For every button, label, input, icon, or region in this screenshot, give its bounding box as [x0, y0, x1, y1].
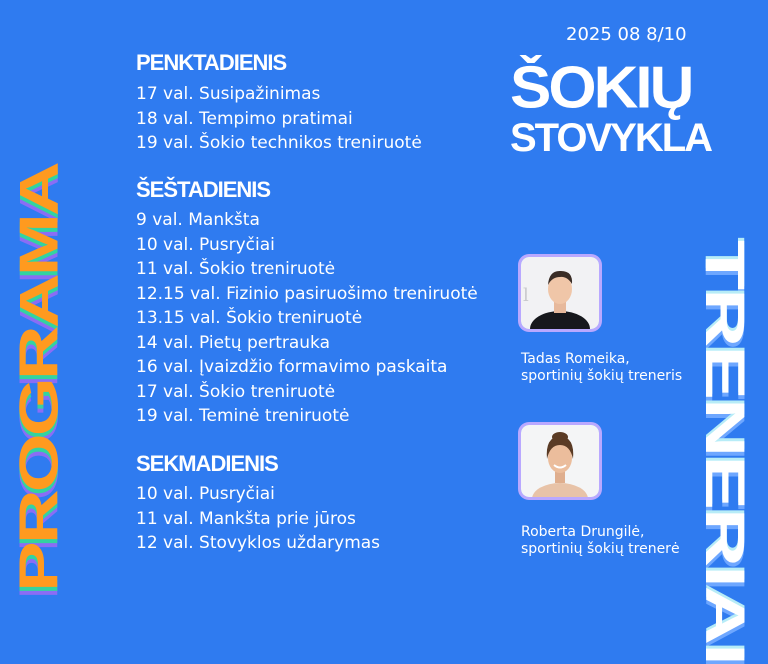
programa-vertical-title: PROGRAMA: [8, 164, 70, 592]
event-date: 2025 08 8/10: [566, 24, 687, 45]
trainer-portrait-male: [521, 257, 599, 329]
trainer-caption-roberta: [521, 524, 680, 558]
trainer-role: sportinių šokių trenerė: [521, 541, 680, 557]
schedule-item: 14 val. Pietų pertrauka: [136, 332, 330, 353]
day-heading-sunday: SEKMADIENIS: [136, 451, 278, 476]
schedule-item: 17 val. Susipažinimas: [136, 84, 321, 104]
schedule-item: 13.15 val. Šokio treniruotė: [136, 308, 363, 328]
trainer-caption-tadas: [521, 351, 682, 385]
trainer-photo-tadas: [521, 257, 599, 329]
trainer-photo-roberta: [521, 425, 599, 497]
event-title-line1: ŠOKIŲ: [510, 55, 692, 121]
schedule-list-sunday: [136, 482, 380, 556]
trainer-name: Roberta Drungilė,: [521, 524, 645, 540]
svg-text:l: l: [523, 285, 529, 306]
treneriai-vertical-title: TRENERIAI: [693, 240, 756, 664]
schedule-item: 11 val. Šokio treniruotė: [136, 259, 336, 279]
day-heading-saturday: ŠEŠTADIENIS: [136, 177, 271, 202]
schedule-item: 10 val. Pusryčiai: [136, 484, 275, 504]
trainer-portrait-female: [521, 425, 599, 497]
trainer-role: sportinių šokių treneris: [521, 368, 683, 384]
schedule-item: 12 val. Stovyklos uždarymas: [136, 533, 381, 553]
schedule-item: 9 val. Mankšta: [136, 210, 260, 230]
schedule-item: 16 val. Įvaizdžio formavimo paskaita: [136, 357, 448, 377]
schedule-item: 18 val. Tempimo pratimai: [136, 108, 353, 129]
schedule-list-saturday: [136, 208, 478, 429]
schedule-item: 19 val. Teminė treniruotė: [136, 406, 350, 426]
schedule-list-friday: [136, 82, 422, 156]
schedule-item: 10 val. Pusryčiai: [136, 234, 275, 255]
schedule-item: 19 val. Šokio technikos treniruotė: [136, 133, 422, 153]
event-title-line2: STOVYKLA: [510, 116, 712, 160]
day-heading-friday: PENKTADIENIS: [136, 50, 287, 75]
trainer-name: Tadas Romeika,: [521, 351, 630, 367]
schedule-item: 11 val. Mankšta prie jūros: [136, 508, 356, 529]
event-title: [510, 55, 712, 160]
schedule-item: 12.15 val. Fizinio pasiruošimo treniruotė: [136, 283, 478, 304]
schedule-item: 17 val. Šokio treniruotė: [136, 381, 336, 402]
